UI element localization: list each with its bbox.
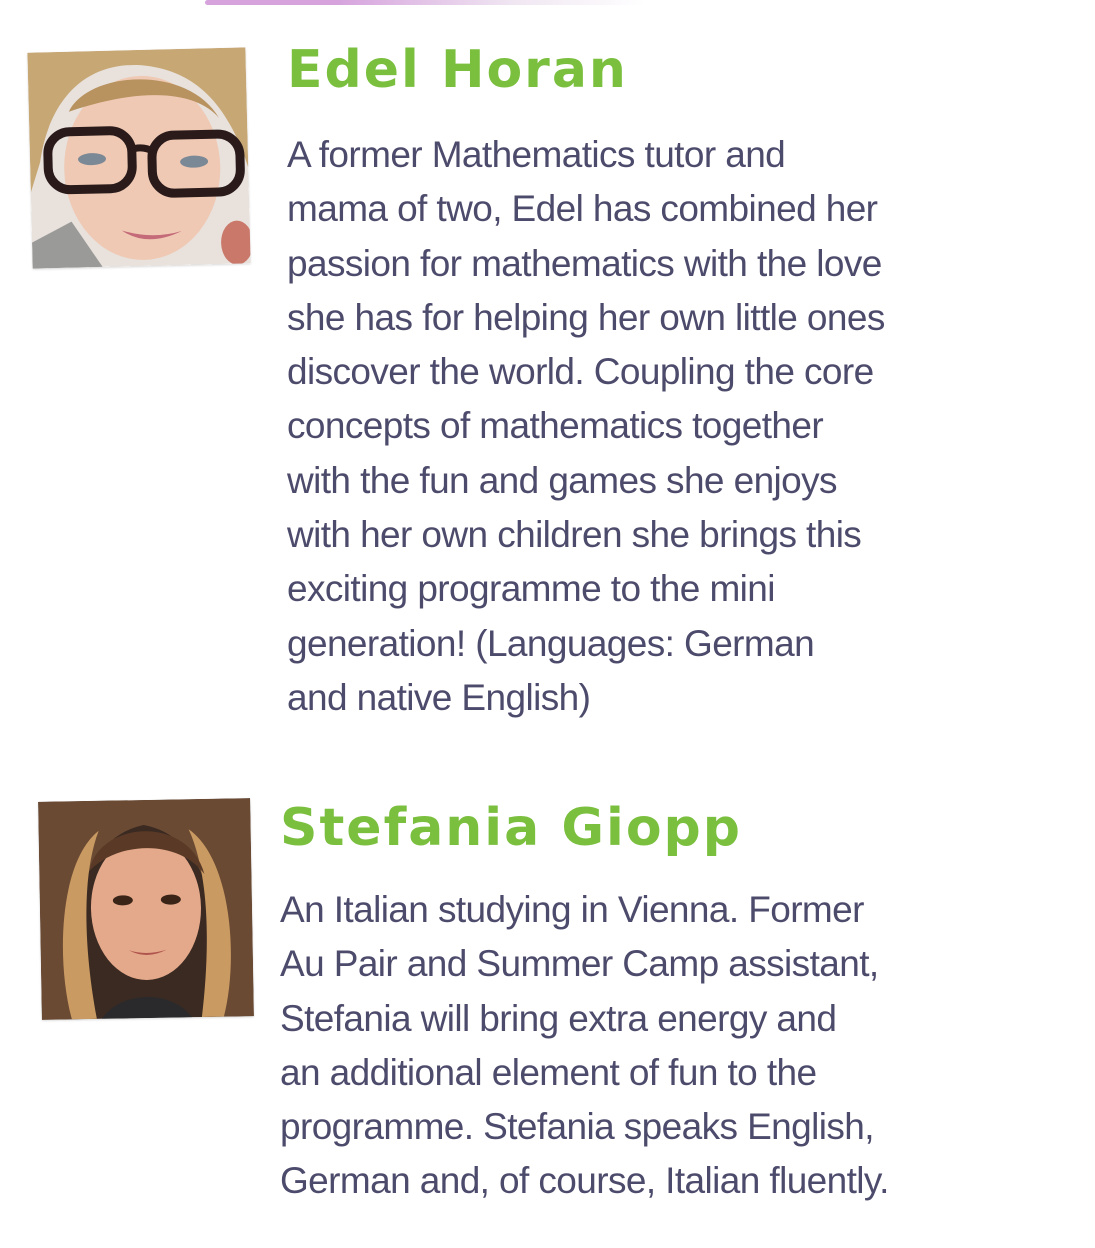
bio-line: passion for mathematics with the love	[287, 242, 882, 284]
bio-line: Au Pair and Summer Camp assistant,	[280, 943, 879, 985]
profile-bio	[287, 128, 1087, 725]
portrait-icon	[27, 47, 250, 268]
portrait-icon	[38, 798, 254, 1020]
bio-line: with the fun and games she enjoys	[287, 459, 837, 501]
profile-name: Edel Horan	[287, 40, 628, 100]
bio-line: an additional element of fun to the	[280, 1051, 817, 1093]
bio-line: A former Mathematics tutor and	[287, 134, 786, 175]
bio-line: concepts of mathematics together	[287, 405, 824, 447]
bio-line: exciting programme to the mini	[287, 568, 775, 610]
bio-line: German and, of course, Italian fluently.	[280, 1160, 889, 1202]
edel-horan-photo	[27, 47, 250, 268]
profile-name: Stefania Giopp	[280, 798, 743, 858]
bio-line: and native English)	[287, 676, 591, 718]
stefania-giopp-photo	[38, 798, 254, 1020]
profile-bio	[280, 883, 1080, 1209]
bio-line: programme. Stefania speaks English,	[280, 1106, 874, 1148]
bio-line: mama of two, Edel has combined her	[287, 188, 878, 230]
bio-line: with her own children she brings this	[287, 514, 862, 556]
bio-line: generation! (Languages: German	[287, 622, 815, 664]
bio-line: discover the world. Coupling the core	[287, 351, 874, 393]
profile-stefania-giopp	[0, 780, 1095, 1248]
bio-line: An Italian studying in Vienna. Former	[280, 889, 864, 930]
bio-line: Stefania will bring extra energy and	[280, 997, 837, 1039]
bio-line: she has for helping her own little ones	[287, 296, 885, 338]
